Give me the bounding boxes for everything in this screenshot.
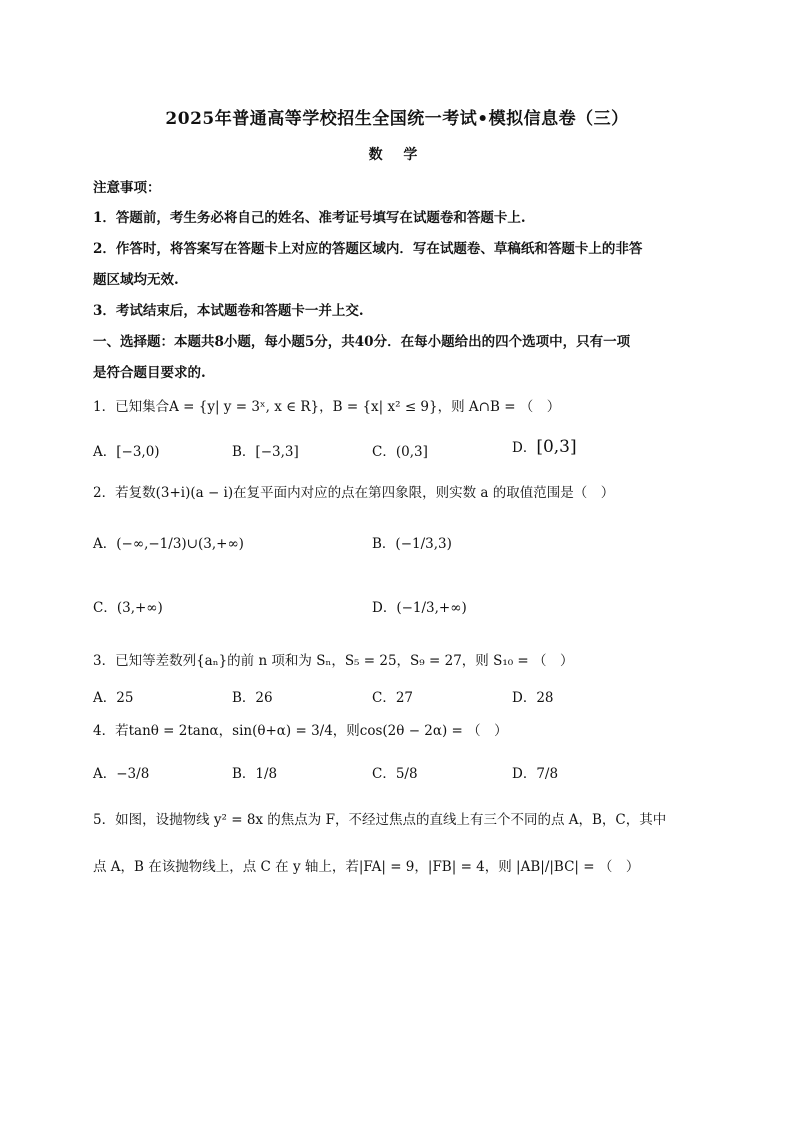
- q2-option-b: [372, 532, 452, 552]
- option-label: D．: [372, 600, 397, 616]
- note-item-3: 3．考试结束后，本试题卷和答题卡一并上交.: [93, 303, 364, 319]
- q1-set-b: B = {x| x² ≤ 9}: [332, 399, 438, 415]
- option-label: D．: [512, 766, 537, 782]
- option-label: A．: [93, 766, 117, 782]
- q1-suffix: ，则 A∩B = （ ）: [437, 399, 561, 415]
- option-label: C．: [372, 766, 396, 782]
- section-heading: 一、选择题：本题共8小题，每小题5分，共40分．在每小题给出的四个选项中，只有一项: [93, 334, 631, 350]
- section-heading-cont: 是符合题目要求的.: [93, 365, 206, 381]
- option-label: D．: [512, 440, 537, 456]
- q1-option-b: [232, 440, 299, 460]
- option-label: B．: [232, 690, 256, 706]
- option-label: A．: [93, 690, 117, 706]
- option-label: B．: [232, 766, 256, 782]
- exam-title: 2025年普通高等学校招生全国统一考试•模拟信息卷（三）: [165, 109, 629, 129]
- q3-option-c: [372, 686, 413, 706]
- q1-option-c: [372, 440, 428, 460]
- option-value: (−1/3,3): [395, 536, 452, 552]
- question-4: 4．若tanθ = 2tanα，sin(θ+α) = 3/4，则cos(2θ − 2α) = （ ）: [93, 723, 508, 739]
- note-item-1: 1．答题前，考生务必将自己的姓名、准考证号填写在试题卷和答题卡上.: [93, 210, 526, 226]
- option-value: 26: [255, 690, 273, 706]
- q4-option-c: [372, 762, 418, 782]
- option-value: (−1/3,+∞): [396, 600, 467, 616]
- option-label: B．: [232, 444, 256, 460]
- q3-option-a: [93, 686, 133, 706]
- option-value: −3/8: [116, 766, 150, 782]
- q3-option-d: [512, 686, 554, 706]
- question-1: [93, 395, 560, 415]
- subject-title: 数 学: [368, 147, 426, 163]
- option-label: C．: [372, 690, 396, 706]
- option-value: (3,+∞): [116, 600, 163, 616]
- option-value: 5/8: [395, 766, 418, 782]
- q4-option-d: [512, 762, 558, 782]
- option-label: C．: [372, 444, 396, 460]
- q1-option-a: [93, 440, 160, 460]
- q1-sep: ，: [319, 399, 333, 415]
- option-label: A．: [93, 536, 117, 552]
- option-value: [−3,3]: [255, 444, 299, 460]
- q2-option-c: [93, 596, 163, 616]
- q1-option-d: [512, 436, 577, 457]
- option-value: 7/8: [536, 766, 559, 782]
- q3-option-b: [232, 686, 273, 706]
- q4-option-b: [232, 762, 277, 782]
- question-3: 3．已知等差数列{aₙ}的前 n 项和为 Sₙ，S₅ = 25，S₉ = 27，则 S₁₀ = （ ）: [93, 653, 574, 669]
- option-value: [−3,0): [116, 444, 160, 460]
- question-2: 2．若复数(3+i)(a − i)在复平面内对应的点在第四象限，则实数 a 的取值范围是（ ）: [93, 485, 615, 501]
- option-value: 28: [536, 690, 554, 706]
- option-value: 1/8: [255, 766, 278, 782]
- note-item-2-cont: 题区域均无效.: [93, 272, 179, 288]
- option-value: 25: [116, 690, 134, 706]
- option-label: C．: [93, 600, 117, 616]
- q1-prefix: 1．已知集合: [93, 399, 170, 415]
- q1-set-a: A = {y| y = 3ˣ, x ∈ R}: [169, 399, 320, 415]
- option-label: A．: [93, 444, 117, 460]
- option-label: B．: [372, 536, 396, 552]
- option-value: (−∞,−1/3)∪(3,+∞): [116, 536, 244, 552]
- option-value: [0,3]: [536, 437, 577, 457]
- q4-option-a: [93, 762, 149, 782]
- question-5-cont: 点 A，B 在该抛物线上，点 C 在 y 轴上，若|FA| = 9，|FB| = 4，则 |AB|/|BC| = （ ）: [93, 859, 640, 875]
- q2-option-a: [93, 532, 244, 552]
- question-5: 5．如图，设抛物线 y² = 8x 的焦点为 F，不经过焦点的直线上有三个不同的点 A，B，C，其中: [93, 812, 667, 828]
- notes-heading: 注意事项：: [93, 180, 161, 196]
- option-label: D．: [512, 690, 537, 706]
- q2-option-d: [372, 596, 467, 616]
- note-item-2: 2．作答时，将答案写在答题卡上对应的答题区域内．写在试题卷、草稿纸和答题卡上的非答: [93, 241, 643, 257]
- option-value: 27: [395, 690, 414, 706]
- option-value: (0,3]: [395, 444, 428, 460]
